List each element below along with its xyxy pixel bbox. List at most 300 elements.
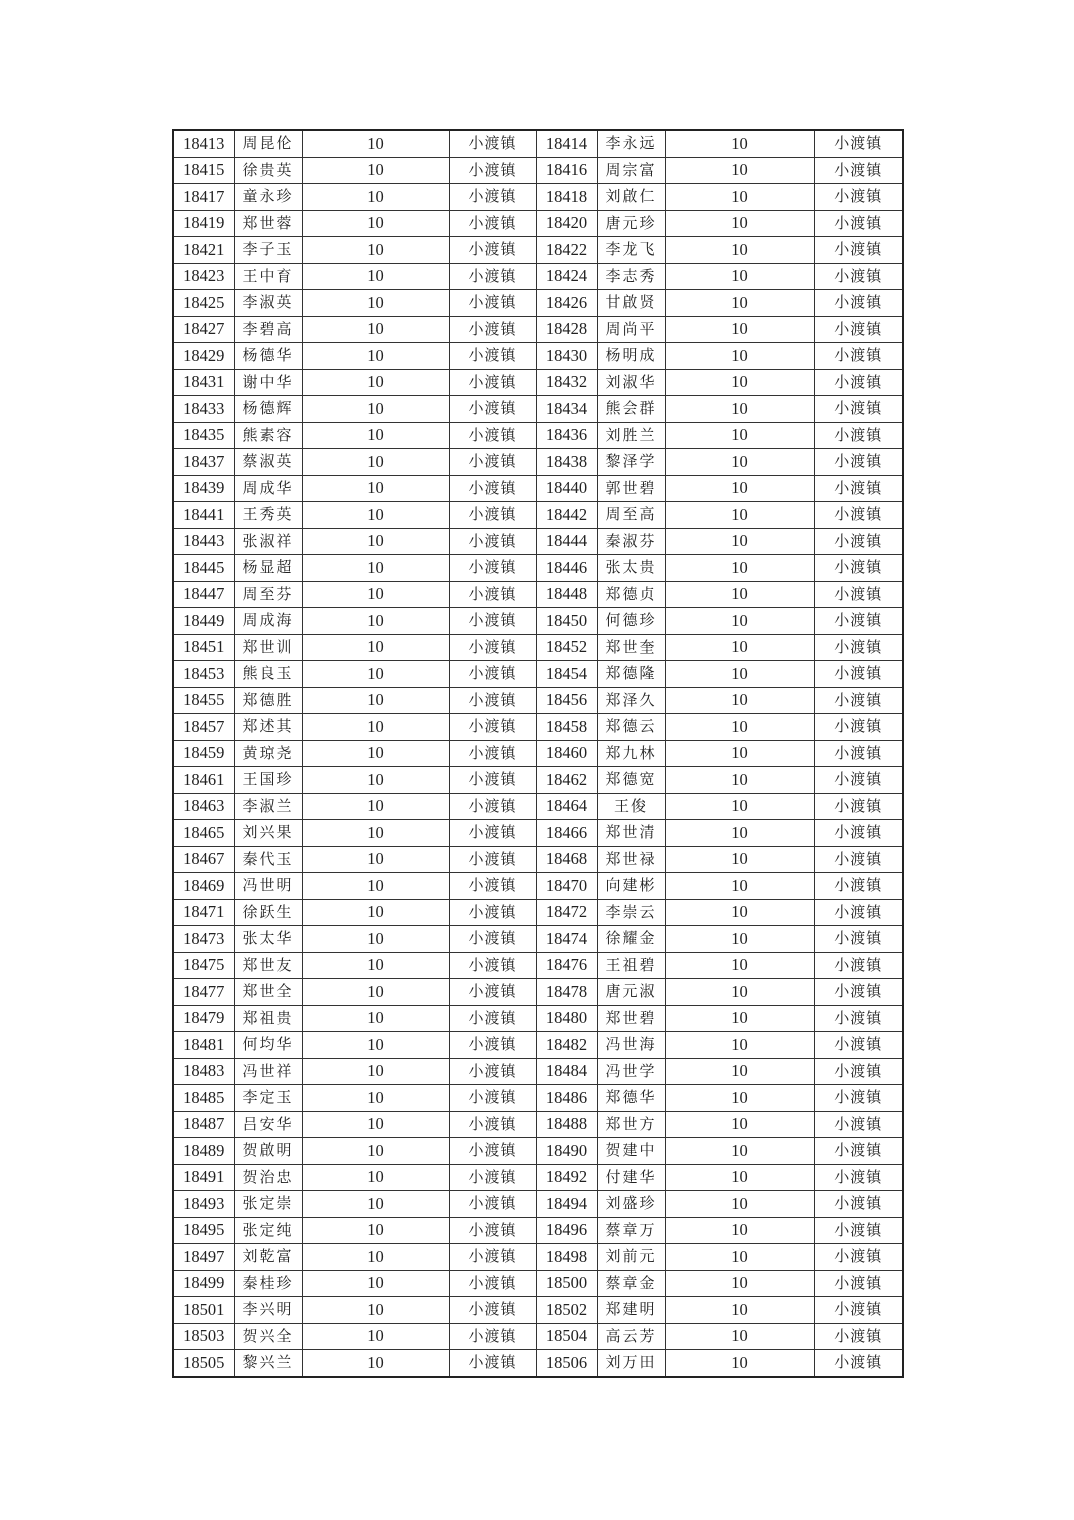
town-name-cell: 小渡镇 <box>449 316 536 343</box>
amount-cell: 10 <box>665 1297 814 1324</box>
table-row <box>173 422 903 449</box>
amount-cell: 10 <box>302 502 449 529</box>
person-name-cell: 王俊 <box>597 793 665 820</box>
record-id-cell: 18452 <box>536 634 597 661</box>
table-row <box>173 1244 903 1271</box>
record-id-cell: 18466 <box>536 820 597 847</box>
record-id-cell: 18482 <box>536 1032 597 1059</box>
amount-cell: 10 <box>665 926 814 953</box>
amount-cell: 10 <box>302 316 449 343</box>
amount-cell: 10 <box>302 475 449 502</box>
town-name-cell: 小渡镇 <box>449 555 536 582</box>
amount-cell: 10 <box>302 263 449 290</box>
person-name-cell: 李淑兰 <box>234 793 302 820</box>
record-id-cell: 18459 <box>173 740 234 767</box>
table-row <box>173 1111 903 1138</box>
record-id-cell: 18446 <box>536 555 597 582</box>
person-name-cell: 张淑祥 <box>234 528 302 555</box>
person-name-cell: 刘万田 <box>597 1350 665 1377</box>
record-id-cell: 18421 <box>173 237 234 264</box>
person-name-cell: 郭世碧 <box>597 475 665 502</box>
town-name-cell: 小渡镇 <box>814 1032 903 1059</box>
record-id-cell: 18472 <box>536 899 597 926</box>
town-name-cell: 小渡镇 <box>814 714 903 741</box>
table-row <box>173 237 903 264</box>
person-name-cell: 冯世学 <box>597 1058 665 1085</box>
record-id-cell: 18490 <box>536 1138 597 1165</box>
person-name-cell: 王秀英 <box>234 502 302 529</box>
town-name-cell: 小渡镇 <box>449 846 536 873</box>
record-id-cell: 18458 <box>536 714 597 741</box>
table-row <box>173 714 903 741</box>
record-id-cell: 18460 <box>536 740 597 767</box>
amount-cell: 10 <box>665 369 814 396</box>
person-name-cell: 刘啟仁 <box>597 184 665 211</box>
town-name-cell: 小渡镇 <box>814 237 903 264</box>
town-name-cell: 小渡镇 <box>449 1323 536 1350</box>
person-name-cell: 刘乾富 <box>234 1244 302 1271</box>
record-id-cell: 18471 <box>173 899 234 926</box>
amount-cell: 10 <box>302 952 449 979</box>
amount-cell: 10 <box>302 343 449 370</box>
amount-cell: 10 <box>665 449 814 476</box>
record-id-cell: 18444 <box>536 528 597 555</box>
record-id-cell: 18500 <box>536 1270 597 1297</box>
town-name-cell: 小渡镇 <box>449 1164 536 1191</box>
record-id-cell: 18492 <box>536 1164 597 1191</box>
amount-cell: 10 <box>302 634 449 661</box>
table-row <box>173 820 903 847</box>
amount-cell: 10 <box>665 1323 814 1350</box>
town-name-cell: 小渡镇 <box>449 184 536 211</box>
person-name-cell: 徐耀金 <box>597 926 665 953</box>
record-id-cell: 18486 <box>536 1085 597 1112</box>
record-id-cell: 18502 <box>536 1297 597 1324</box>
amount-cell: 10 <box>302 210 449 237</box>
person-name-cell: 高云芳 <box>597 1323 665 1350</box>
person-name-cell: 刘胜兰 <box>597 422 665 449</box>
table-row <box>173 1323 903 1350</box>
person-name-cell: 甘啟贤 <box>597 290 665 317</box>
person-name-cell: 郑德宽 <box>597 767 665 794</box>
record-id-cell: 18423 <box>173 263 234 290</box>
record-id-cell: 18468 <box>536 846 597 873</box>
amount-cell: 10 <box>665 1270 814 1297</box>
amount-cell: 10 <box>665 157 814 184</box>
record-id-cell: 18433 <box>173 396 234 423</box>
town-name-cell: 小渡镇 <box>449 687 536 714</box>
table-row <box>173 369 903 396</box>
record-id-cell: 18438 <box>536 449 597 476</box>
town-name-cell: 小渡镇 <box>449 1350 536 1377</box>
person-name-cell: 秦淑芬 <box>597 528 665 555</box>
amount-cell: 10 <box>302 449 449 476</box>
amount-cell: 10 <box>302 740 449 767</box>
amount-cell: 10 <box>302 767 449 794</box>
town-name-cell: 小渡镇 <box>449 1085 536 1112</box>
amount-cell: 10 <box>665 1138 814 1165</box>
table-row <box>173 661 903 688</box>
person-name-cell: 郑建明 <box>597 1297 665 1324</box>
person-name-cell: 李志秀 <box>597 263 665 290</box>
amount-cell: 10 <box>302 184 449 211</box>
person-name-cell: 郑德胜 <box>234 687 302 714</box>
table-row <box>173 184 903 211</box>
town-name-cell: 小渡镇 <box>449 767 536 794</box>
record-id-cell: 18415 <box>173 157 234 184</box>
amount-cell: 10 <box>302 661 449 688</box>
amount-cell: 10 <box>665 1111 814 1138</box>
town-name-cell: 小渡镇 <box>814 555 903 582</box>
person-name-cell: 徐贵英 <box>234 157 302 184</box>
town-name-cell: 小渡镇 <box>814 1297 903 1324</box>
person-name-cell: 刘淑华 <box>597 369 665 396</box>
person-name-cell: 郑世碧 <box>597 1005 665 1032</box>
amount-cell: 10 <box>302 1297 449 1324</box>
table-row <box>173 157 903 184</box>
amount-cell: 10 <box>302 1111 449 1138</box>
person-name-cell: 贺治忠 <box>234 1164 302 1191</box>
amount-cell: 10 <box>302 369 449 396</box>
record-id-cell: 18499 <box>173 1270 234 1297</box>
amount-cell: 10 <box>302 1350 449 1377</box>
town-name-cell: 小渡镇 <box>814 687 903 714</box>
person-name-cell: 郑德贞 <box>597 581 665 608</box>
person-name-cell: 郑九林 <box>597 740 665 767</box>
amount-cell: 10 <box>302 1085 449 1112</box>
amount-cell: 10 <box>665 237 814 264</box>
amount-cell: 10 <box>302 873 449 900</box>
amount-cell: 10 <box>665 502 814 529</box>
amount-cell: 10 <box>302 979 449 1006</box>
record-id-cell: 18498 <box>536 1244 597 1271</box>
table-row <box>173 1058 903 1085</box>
person-name-cell: 周昆伦 <box>234 130 302 157</box>
table-row <box>173 767 903 794</box>
person-name-cell: 李龙飞 <box>597 237 665 264</box>
record-id-cell: 18422 <box>536 237 597 264</box>
amount-cell: 10 <box>665 422 814 449</box>
town-name-cell: 小渡镇 <box>814 899 903 926</box>
record-id-cell: 18496 <box>536 1217 597 1244</box>
record-id-cell: 18439 <box>173 475 234 502</box>
record-id-cell: 18414 <box>536 130 597 157</box>
amount-cell: 10 <box>302 581 449 608</box>
amount-cell: 10 <box>665 528 814 555</box>
town-name-cell: 小渡镇 <box>449 1138 536 1165</box>
record-id-cell: 18478 <box>536 979 597 1006</box>
table-row <box>173 1164 903 1191</box>
record-id-cell: 18504 <box>536 1323 597 1350</box>
amount-cell: 10 <box>665 714 814 741</box>
amount-cell: 10 <box>302 846 449 873</box>
record-id-cell: 18435 <box>173 422 234 449</box>
record-id-cell: 18425 <box>173 290 234 317</box>
town-name-cell: 小渡镇 <box>814 1085 903 1112</box>
amount-cell: 10 <box>665 1164 814 1191</box>
town-name-cell: 小渡镇 <box>814 846 903 873</box>
table-row <box>173 1270 903 1297</box>
town-name-cell: 小渡镇 <box>449 1297 536 1324</box>
record-id-cell: 18465 <box>173 820 234 847</box>
amount-cell: 10 <box>302 1138 449 1165</box>
record-id-cell: 18441 <box>173 502 234 529</box>
person-name-cell: 张定崇 <box>234 1191 302 1218</box>
town-name-cell: 小渡镇 <box>449 873 536 900</box>
amount-cell: 10 <box>302 422 449 449</box>
person-name-cell: 冯世祥 <box>234 1058 302 1085</box>
record-id-cell: 18448 <box>536 581 597 608</box>
amount-cell: 10 <box>302 1191 449 1218</box>
record-id-cell: 18497 <box>173 1244 234 1271</box>
table-row <box>173 1005 903 1032</box>
table-row <box>173 1217 903 1244</box>
person-name-cell: 周宗富 <box>597 157 665 184</box>
town-name-cell: 小渡镇 <box>814 740 903 767</box>
town-name-cell: 小渡镇 <box>814 449 903 476</box>
person-name-cell: 郑述其 <box>234 714 302 741</box>
amount-cell: 10 <box>302 926 449 953</box>
amount-cell: 10 <box>302 396 449 423</box>
amount-cell: 10 <box>665 899 814 926</box>
record-id-cell: 18445 <box>173 555 234 582</box>
table-row <box>173 555 903 582</box>
table-row <box>173 634 903 661</box>
town-name-cell: 小渡镇 <box>814 1350 903 1377</box>
record-id-cell: 18474 <box>536 926 597 953</box>
town-name-cell: 小渡镇 <box>814 581 903 608</box>
amount-cell: 10 <box>302 1270 449 1297</box>
record-id-cell: 18457 <box>173 714 234 741</box>
table-row <box>173 343 903 370</box>
town-name-cell: 小渡镇 <box>449 210 536 237</box>
town-name-cell: 小渡镇 <box>814 210 903 237</box>
person-name-cell: 郑世奎 <box>597 634 665 661</box>
town-name-cell: 小渡镇 <box>814 396 903 423</box>
town-name-cell: 小渡镇 <box>814 1058 903 1085</box>
town-name-cell: 小渡镇 <box>814 1217 903 1244</box>
table-row <box>173 1138 903 1165</box>
amount-cell: 10 <box>665 316 814 343</box>
town-name-cell: 小渡镇 <box>814 263 903 290</box>
town-name-cell: 小渡镇 <box>814 608 903 635</box>
person-name-cell: 郑世全 <box>234 979 302 1006</box>
town-name-cell: 小渡镇 <box>814 369 903 396</box>
person-name-cell: 郑泽久 <box>597 687 665 714</box>
town-name-cell: 小渡镇 <box>449 740 536 767</box>
record-id-cell: 18467 <box>173 846 234 873</box>
record-id-cell: 18417 <box>173 184 234 211</box>
town-name-cell: 小渡镇 <box>449 369 536 396</box>
record-id-cell: 18456 <box>536 687 597 714</box>
town-name-cell: 小渡镇 <box>814 634 903 661</box>
town-name-cell: 小渡镇 <box>449 634 536 661</box>
table-row <box>173 608 903 635</box>
person-name-cell: 郑世方 <box>597 1111 665 1138</box>
table-row <box>173 1297 903 1324</box>
table-row <box>173 210 903 237</box>
person-name-cell: 秦代玉 <box>234 846 302 873</box>
record-id-cell: 18455 <box>173 687 234 714</box>
person-name-cell: 蔡章万 <box>597 1217 665 1244</box>
town-name-cell: 小渡镇 <box>449 899 536 926</box>
record-id-cell: 18447 <box>173 581 234 608</box>
record-id-cell: 18413 <box>173 130 234 157</box>
record-id-cell: 18494 <box>536 1191 597 1218</box>
person-name-cell: 杨显超 <box>234 555 302 582</box>
amount-cell: 10 <box>665 1244 814 1271</box>
person-name-cell: 何德珍 <box>597 608 665 635</box>
town-name-cell: 小渡镇 <box>449 130 536 157</box>
person-name-cell: 周成海 <box>234 608 302 635</box>
person-name-cell: 蔡章金 <box>597 1270 665 1297</box>
table-row <box>173 475 903 502</box>
person-name-cell: 熊会群 <box>597 396 665 423</box>
amount-cell: 10 <box>665 555 814 582</box>
table-row <box>173 263 903 290</box>
table-row <box>173 130 903 157</box>
record-id-cell: 18503 <box>173 1323 234 1350</box>
record-id-cell: 18436 <box>536 422 597 449</box>
town-name-cell: 小渡镇 <box>449 1005 536 1032</box>
table-row <box>173 581 903 608</box>
record-id-cell: 18420 <box>536 210 597 237</box>
table-row <box>173 899 903 926</box>
town-name-cell: 小渡镇 <box>449 475 536 502</box>
record-id-cell: 18453 <box>173 661 234 688</box>
record-id-cell: 18470 <box>536 873 597 900</box>
table-row <box>173 687 903 714</box>
town-name-cell: 小渡镇 <box>814 820 903 847</box>
record-id-cell: 18443 <box>173 528 234 555</box>
town-name-cell: 小渡镇 <box>814 1005 903 1032</box>
town-name-cell: 小渡镇 <box>814 1270 903 1297</box>
town-name-cell: 小渡镇 <box>814 290 903 317</box>
town-name-cell: 小渡镇 <box>814 130 903 157</box>
record-id-cell: 18424 <box>536 263 597 290</box>
amount-cell: 10 <box>665 263 814 290</box>
record-id-cell: 18505 <box>173 1350 234 1377</box>
table-row <box>173 1032 903 1059</box>
town-name-cell: 小渡镇 <box>449 157 536 184</box>
record-id-cell: 18464 <box>536 793 597 820</box>
town-name-cell: 小渡镇 <box>814 952 903 979</box>
record-id-cell: 18431 <box>173 369 234 396</box>
person-name-cell: 李永远 <box>597 130 665 157</box>
amount-cell: 10 <box>665 581 814 608</box>
amount-cell: 10 <box>665 740 814 767</box>
table-row <box>173 528 903 555</box>
person-name-cell: 郑德隆 <box>597 661 665 688</box>
person-name-cell: 李定玉 <box>234 1085 302 1112</box>
town-name-cell: 小渡镇 <box>449 979 536 1006</box>
amount-cell: 10 <box>302 1244 449 1271</box>
person-name-cell: 刘前元 <box>597 1244 665 1271</box>
table-row <box>173 396 903 423</box>
person-name-cell: 郑世禄 <box>597 846 665 873</box>
person-name-cell: 王国珍 <box>234 767 302 794</box>
town-name-cell: 小渡镇 <box>449 1058 536 1085</box>
person-name-cell: 李崇云 <box>597 899 665 926</box>
amount-cell: 10 <box>665 475 814 502</box>
town-name-cell: 小渡镇 <box>814 475 903 502</box>
town-name-cell: 小渡镇 <box>814 502 903 529</box>
person-name-cell: 蔡淑英 <box>234 449 302 476</box>
town-name-cell: 小渡镇 <box>814 1244 903 1271</box>
amount-cell: 10 <box>665 979 814 1006</box>
table-row <box>173 449 903 476</box>
record-id-cell: 18426 <box>536 290 597 317</box>
town-name-cell: 小渡镇 <box>449 528 536 555</box>
table-row <box>173 846 903 873</box>
amount-cell: 10 <box>665 661 814 688</box>
amount-cell: 10 <box>302 290 449 317</box>
record-id-cell: 18469 <box>173 873 234 900</box>
person-name-cell: 贺啟明 <box>234 1138 302 1165</box>
town-name-cell: 小渡镇 <box>449 608 536 635</box>
town-name-cell: 小渡镇 <box>814 528 903 555</box>
person-name-cell: 杨明成 <box>597 343 665 370</box>
record-id-cell: 18428 <box>536 316 597 343</box>
amount-cell: 10 <box>302 793 449 820</box>
amount-cell: 10 <box>665 687 814 714</box>
town-name-cell: 小渡镇 <box>814 661 903 688</box>
amount-cell: 10 <box>302 1164 449 1191</box>
person-name-cell: 向建彬 <box>597 873 665 900</box>
record-id-cell: 18475 <box>173 952 234 979</box>
record-id-cell: 18491 <box>173 1164 234 1191</box>
town-name-cell: 小渡镇 <box>449 714 536 741</box>
record-id-cell: 18419 <box>173 210 234 237</box>
amount-cell: 10 <box>665 767 814 794</box>
table-row <box>173 1085 903 1112</box>
town-name-cell: 小渡镇 <box>449 1244 536 1271</box>
table-row <box>173 1191 903 1218</box>
town-name-cell: 小渡镇 <box>449 820 536 847</box>
amount-cell: 10 <box>665 210 814 237</box>
town-name-cell: 小渡镇 <box>814 1138 903 1165</box>
table-row <box>173 316 903 343</box>
table-row <box>173 873 903 900</box>
amount-cell: 10 <box>665 343 814 370</box>
table-row <box>173 926 903 953</box>
amount-cell: 10 <box>302 687 449 714</box>
amount-cell: 10 <box>665 396 814 423</box>
amount-cell: 10 <box>665 608 814 635</box>
person-name-cell: 杨德华 <box>234 343 302 370</box>
amount-cell: 10 <box>302 555 449 582</box>
amount-cell: 10 <box>665 1191 814 1218</box>
amount-cell: 10 <box>665 184 814 211</box>
town-name-cell: 小渡镇 <box>814 316 903 343</box>
amount-cell: 10 <box>302 820 449 847</box>
amount-cell: 10 <box>665 1085 814 1112</box>
town-name-cell: 小渡镇 <box>449 793 536 820</box>
town-name-cell: 小渡镇 <box>449 502 536 529</box>
amount-cell: 10 <box>665 1032 814 1059</box>
record-id-cell: 18432 <box>536 369 597 396</box>
record-id-cell: 18449 <box>173 608 234 635</box>
town-name-cell: 小渡镇 <box>449 1217 536 1244</box>
town-name-cell: 小渡镇 <box>814 1323 903 1350</box>
person-name-cell: 张定纯 <box>234 1217 302 1244</box>
amount-cell: 10 <box>665 793 814 820</box>
record-id-cell: 18451 <box>173 634 234 661</box>
town-name-cell: 小渡镇 <box>449 290 536 317</box>
town-name-cell: 小渡镇 <box>814 767 903 794</box>
record-id-cell: 18477 <box>173 979 234 1006</box>
record-id-cell: 18484 <box>536 1058 597 1085</box>
